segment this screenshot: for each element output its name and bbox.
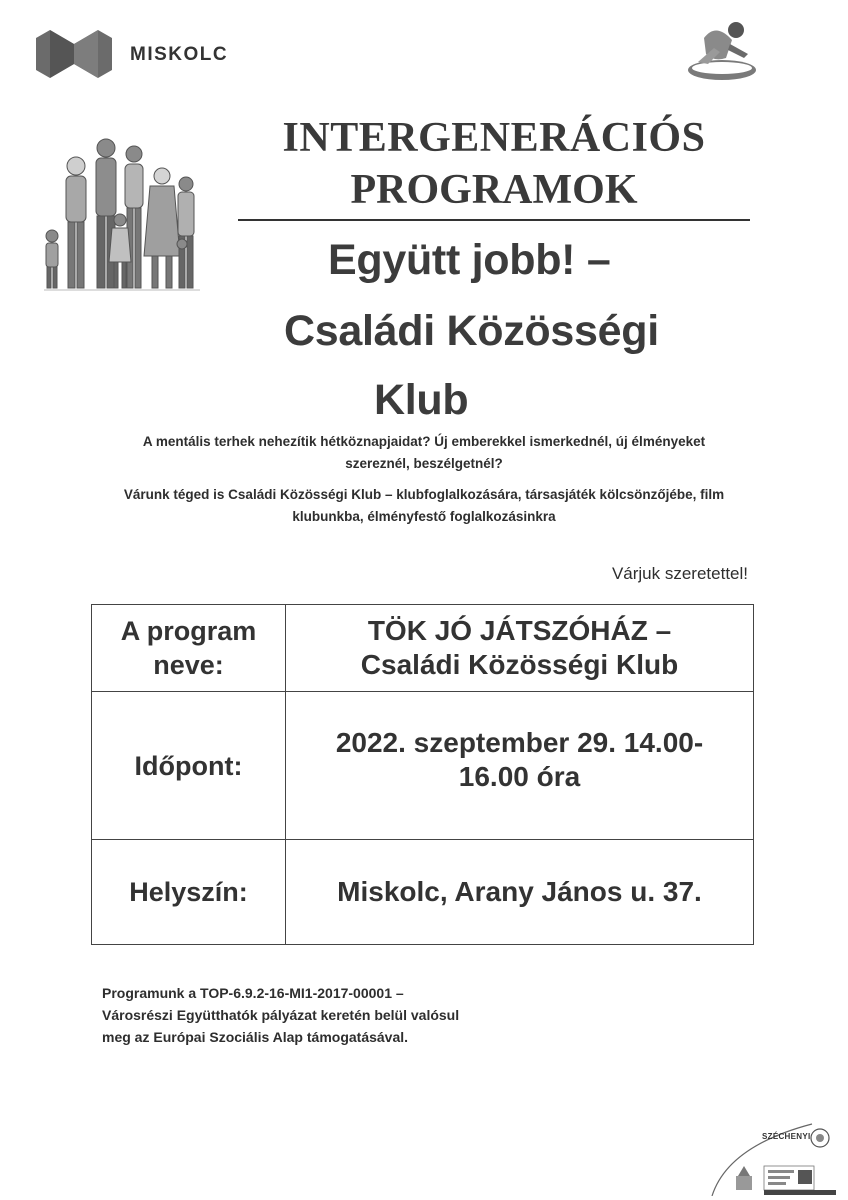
organization-logo-icon xyxy=(686,18,758,84)
subtitle-line1: Együtt jobb! – xyxy=(328,236,611,284)
subtitle-line2: Családi Közösségi xyxy=(284,307,659,355)
table-value-cell xyxy=(286,692,753,839)
funding-line: meg az Európai Szociális Alap támogatásával. xyxy=(102,1029,409,1045)
subtitle-line3: Klub xyxy=(374,376,469,424)
table-value-cell xyxy=(286,605,753,691)
family-illustration xyxy=(42,116,202,296)
value-line: Családi Közösségi Klub xyxy=(360,649,679,680)
label-line: Helyszín: xyxy=(129,877,248,907)
table-value-cell xyxy=(286,840,753,944)
intro-paragraph-1: A mentális terhek nehezítik hétköznapjaidat? Új emberekkel ismerkednél, új élményeket szereznél, beszélgetnél? xyxy=(142,434,706,471)
value-line: Miskolc, Arany János u. 37. xyxy=(337,876,702,907)
table-label-cell xyxy=(92,840,286,944)
welcome-text: Várjuk szeretettel! xyxy=(611,564,748,583)
value-line: 2022. szeptember 29. 14.00- xyxy=(335,726,704,758)
szechenyi-label: SZÉCHENYI xyxy=(762,1132,811,1141)
page-title-line2: PROGRAMOK xyxy=(350,167,638,213)
intro-paragraph-2: Várunk téged is Családi Közösségi Klub – klubfoglalkozására, társasjáték kölcsönzőjébe, film klubunkba, élményfestő foglalkozásinkra xyxy=(123,487,725,524)
page-title-line1: INTERGENERÁCIÓS xyxy=(282,115,706,161)
funding-line: Programunk a TOP-6.9.2-16-MI1-2017-00001 – xyxy=(102,985,404,1001)
table-row-location xyxy=(92,840,753,944)
logo-text: MISKOLC xyxy=(130,44,229,65)
funding-line: Városrészi Együtthatók pályázat keretén belül valósul xyxy=(102,1007,460,1023)
miskolc-logo-icon xyxy=(36,30,112,78)
label-line: Időpont: xyxy=(134,750,243,781)
table-label-cell xyxy=(92,692,286,839)
table-label-cell xyxy=(92,605,286,691)
value-line: 16.00 óra xyxy=(458,760,581,792)
value-line: TÖK JÓ JÁTSZÓHÁZ – xyxy=(367,615,672,646)
table-row-time xyxy=(92,692,753,840)
szechenyi-2020-logo-icon xyxy=(708,1118,840,1196)
funding-note xyxy=(102,982,542,1048)
table-row-program-name xyxy=(92,605,753,692)
label-line: neve: xyxy=(153,650,224,680)
title-divider xyxy=(238,219,750,221)
program-info-table xyxy=(91,604,754,945)
label-line: A program xyxy=(120,616,257,646)
